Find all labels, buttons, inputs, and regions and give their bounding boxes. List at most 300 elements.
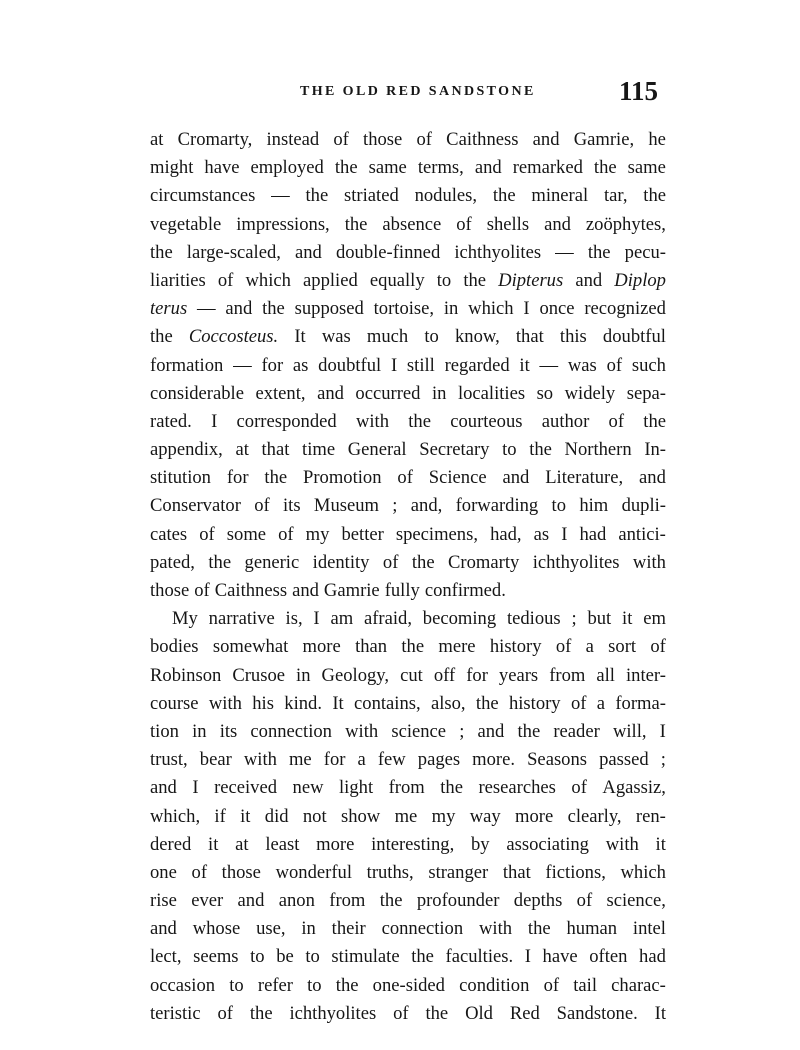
word: profounder [416, 890, 500, 912]
word: their [331, 918, 366, 940]
text-line [150, 323, 666, 351]
word: and [477, 720, 505, 742]
word: and [150, 918, 177, 940]
word: of [570, 692, 587, 714]
word: for [466, 664, 488, 686]
word: ichthyolites [289, 1002, 377, 1024]
text-line [150, 859, 666, 887]
word: me [394, 805, 418, 827]
word: science [391, 720, 447, 742]
word: from [549, 664, 586, 686]
word: with [208, 692, 242, 714]
word: which [245, 269, 291, 291]
word: condition [459, 974, 530, 996]
word: than [355, 636, 388, 658]
word: the [492, 185, 516, 207]
word: circumstances [150, 185, 256, 207]
word: connection [381, 918, 464, 940]
word: ichthyolites [532, 551, 620, 573]
word: that [515, 326, 544, 348]
word: a [596, 692, 606, 714]
word: in [301, 918, 316, 940]
word: not [302, 805, 327, 827]
body-text [150, 126, 666, 1028]
word: science, [606, 890, 666, 912]
word: and [237, 890, 265, 912]
word: Agassiz, [602, 777, 666, 799]
word: of [333, 129, 349, 150]
word: his [252, 692, 274, 714]
word: as [533, 523, 550, 545]
word: — [233, 354, 252, 376]
word: appendix, [150, 439, 223, 461]
word: courteous [450, 410, 523, 432]
word: such [631, 354, 666, 376]
word: passed [599, 749, 649, 771]
word: often [589, 946, 628, 968]
word: am [330, 608, 354, 630]
word: vegetable [150, 213, 222, 235]
word: did [264, 805, 289, 827]
word: one-sided [372, 974, 445, 996]
word: a [357, 749, 366, 771]
word: had [639, 946, 666, 968]
word: was [321, 326, 351, 348]
word: the [587, 241, 611, 263]
text-line [150, 943, 666, 971]
word: I [313, 608, 320, 630]
page-header [150, 76, 710, 116]
word: — [539, 354, 559, 376]
word: absence [382, 213, 442, 235]
word: terms, [417, 157, 464, 179]
page-number: 115 [618, 76, 658, 106]
word: to [307, 974, 322, 996]
text-line [150, 915, 666, 943]
word: em [643, 608, 666, 630]
word: forma- [615, 692, 666, 714]
word: interesting, [371, 833, 455, 855]
word: its [219, 720, 238, 742]
word: the [401, 636, 425, 658]
word: the [150, 241, 173, 263]
word: antici- [618, 523, 666, 545]
word: clearly, [567, 805, 622, 827]
word: of [397, 467, 413, 489]
word: off [433, 664, 456, 686]
word: same [368, 157, 407, 179]
word: whose [192, 918, 241, 940]
word: kind. [284, 692, 322, 714]
word: Diplop [614, 269, 666, 291]
word: and [317, 382, 344, 404]
word: Museum [313, 495, 379, 517]
word: zoöphytes, [585, 213, 666, 235]
word: it [519, 354, 530, 376]
word: Literature, [545, 467, 624, 489]
word: of [456, 213, 472, 235]
word: regarded [444, 354, 510, 376]
word: instead [266, 129, 320, 150]
word: those [363, 129, 403, 150]
word: to [250, 946, 265, 968]
text-line [150, 633, 666, 661]
text-line [150, 182, 666, 210]
word: way [469, 805, 501, 827]
word: It [332, 692, 344, 714]
word: tedious [506, 608, 561, 630]
word: had, [490, 523, 522, 545]
word: in [431, 382, 447, 404]
word: the [264, 467, 288, 489]
word: Coccosteus. [188, 326, 279, 348]
word: the [411, 946, 434, 968]
word: is, [285, 608, 303, 630]
word: I [390, 354, 398, 376]
text-line [150, 464, 666, 492]
word: Caithness [214, 580, 288, 601]
text-line [150, 887, 666, 915]
word: Cromarty [448, 551, 520, 573]
text-line [150, 492, 666, 520]
word: more [302, 636, 341, 658]
text-line [150, 436, 666, 464]
text-line [150, 831, 666, 859]
word: bear [199, 749, 232, 771]
word: ever [191, 890, 224, 912]
word: of [194, 580, 210, 601]
word: afraid, [363, 608, 412, 630]
word: he [648, 129, 666, 150]
word: for [226, 467, 249, 489]
word: large-scaled, [186, 241, 281, 263]
word: charac- [611, 974, 666, 996]
word: truths, [366, 861, 414, 883]
word: to [305, 946, 320, 968]
word: history [508, 692, 561, 714]
word: with [243, 749, 277, 771]
word: same [627, 157, 666, 179]
word: applied [303, 269, 358, 291]
word: with [632, 551, 666, 573]
word: tar, [603, 185, 628, 207]
word: pated, [150, 551, 195, 573]
word: of [393, 1002, 409, 1024]
word: it [622, 608, 633, 630]
text-line [150, 352, 666, 380]
word: received [214, 777, 278, 799]
word: intel [632, 918, 666, 940]
word: of [278, 523, 294, 545]
word: double-finned [335, 241, 441, 263]
word: and [474, 157, 502, 179]
word: the [408, 410, 431, 432]
word: Red [509, 1002, 540, 1024]
word: of [217, 269, 234, 291]
word: equally [369, 269, 425, 291]
word: of [606, 354, 623, 376]
word: I [524, 946, 531, 968]
word: of [199, 523, 215, 545]
word: my [305, 523, 330, 545]
word: localities [457, 382, 526, 404]
word: years [498, 664, 539, 686]
word: history [489, 636, 542, 658]
word: faculties. [445, 946, 514, 968]
word: might [150, 157, 194, 179]
word: remarked [512, 157, 583, 179]
word: the [643, 185, 666, 207]
word: it [208, 833, 219, 855]
word: more [515, 805, 554, 827]
word: of [191, 861, 208, 883]
word: narrative [208, 608, 275, 630]
word: and, [410, 495, 443, 517]
word: and [150, 777, 177, 799]
word: was [567, 354, 597, 376]
word: striated [344, 185, 399, 207]
text-line [150, 803, 666, 831]
text-line [150, 774, 666, 802]
word: one [150, 861, 177, 883]
word: Promotion [303, 467, 382, 489]
word: in [296, 664, 311, 686]
word: employed [250, 157, 324, 179]
word: General [347, 439, 407, 461]
word: and [575, 269, 603, 291]
word: lect, [150, 946, 182, 968]
word: considerable [150, 382, 244, 404]
word: fictions, [545, 861, 606, 883]
word: author [541, 410, 590, 432]
word: cut [400, 664, 423, 686]
word: the [335, 974, 359, 996]
word: Robinson [150, 664, 222, 686]
word: associating [506, 833, 589, 855]
text-line [150, 662, 666, 690]
word: depths [513, 890, 563, 912]
text-line [150, 690, 666, 718]
word: but [587, 608, 612, 630]
word: recognized [584, 298, 666, 320]
text-line [150, 718, 666, 746]
word: — [271, 185, 290, 207]
word: of [217, 1002, 233, 1024]
word: wonderful [275, 861, 352, 883]
word: and [544, 213, 571, 235]
word: least [265, 833, 300, 855]
word: know, [454, 326, 500, 348]
word: generic [244, 551, 300, 573]
word: Old [465, 1002, 493, 1024]
word: some [226, 523, 267, 545]
text-line [150, 549, 666, 577]
word: as [292, 354, 309, 376]
word: more [316, 833, 355, 855]
word: will, [612, 720, 647, 742]
word: Northern [564, 439, 632, 461]
word: trust, [150, 749, 188, 771]
word: reader [553, 720, 600, 742]
word: mineral [531, 185, 589, 207]
word: the [208, 551, 232, 573]
word: of [543, 974, 560, 996]
word: teristic [150, 1002, 201, 1024]
word: It [294, 326, 306, 348]
word: with [355, 410, 389, 432]
word: corresponded [236, 410, 337, 432]
word: impressions, [236, 213, 330, 235]
word: ; [459, 720, 465, 742]
word: rated. [150, 410, 192, 432]
running-title: THE OLD RED SANDSTONE [300, 84, 536, 99]
word: stimulate [331, 946, 400, 968]
word: at [150, 129, 164, 150]
word: cates [150, 523, 188, 545]
word: and [292, 580, 319, 601]
word: forwarding [455, 495, 539, 517]
word: which [468, 298, 514, 320]
word: this [559, 326, 587, 348]
word: of [254, 495, 270, 517]
word: sort [608, 636, 637, 658]
word: me [288, 749, 312, 771]
word: that [261, 439, 290, 461]
word: course [150, 692, 199, 714]
word: I [523, 298, 530, 320]
word: the [334, 157, 358, 179]
word: have [204, 157, 240, 179]
text-line [150, 408, 666, 436]
word: with [479, 918, 513, 940]
word: from [388, 777, 425, 799]
word: use, [256, 918, 286, 940]
word: — [197, 298, 216, 320]
word: be [276, 946, 294, 968]
word: for [323, 749, 346, 771]
word: ; [392, 495, 398, 517]
word: supposed [294, 298, 364, 320]
word: of [608, 410, 625, 432]
text-line [150, 577, 666, 605]
word: I [561, 523, 568, 545]
word: those [150, 580, 190, 601]
word: and [295, 241, 322, 263]
word: doubtful [602, 326, 666, 348]
word: sepa- [626, 382, 666, 404]
word: widely [564, 382, 616, 404]
word: I [659, 720, 666, 742]
word: had [579, 523, 607, 545]
word: those [221, 861, 261, 883]
word: specimens, [395, 523, 478, 545]
word: with [605, 833, 639, 855]
word: becoming [422, 608, 497, 630]
word: the [463, 269, 487, 291]
word: the [643, 410, 666, 432]
word: of [650, 636, 666, 658]
word: it [240, 805, 251, 827]
word: for [261, 354, 284, 376]
word: doubtful [318, 354, 382, 376]
word: My [172, 608, 198, 630]
word: it [655, 833, 666, 855]
word: ren- [635, 805, 666, 827]
word: terus [150, 298, 188, 320]
word: researches [478, 777, 556, 799]
word: of [555, 636, 572, 658]
word: once [539, 298, 575, 320]
word: Gamrie [323, 580, 380, 601]
word: ; [571, 608, 577, 630]
word: tion [150, 720, 179, 742]
word: dered [150, 833, 192, 855]
word: I [192, 777, 199, 799]
text-line [150, 746, 666, 774]
word: tail [573, 974, 597, 996]
text-line [150, 267, 666, 295]
word: its [283, 495, 301, 517]
word: In- [644, 439, 666, 461]
word: liarities [150, 269, 206, 291]
word: confirmed. [424, 580, 506, 601]
word: the [425, 1002, 449, 1024]
word: the [527, 918, 551, 940]
word: in [443, 298, 459, 320]
word: which, [150, 805, 201, 827]
word: by [471, 833, 490, 855]
word: in [192, 720, 207, 742]
text-line [150, 126, 666, 154]
word: the [517, 720, 541, 742]
word: the [249, 1002, 273, 1024]
text-line [150, 211, 666, 239]
word: the [593, 157, 617, 179]
word: extent, [255, 382, 306, 404]
word: and [502, 467, 530, 489]
word: the [344, 213, 368, 235]
word: occasion [150, 974, 216, 996]
word: the [305, 185, 329, 207]
word: better [341, 523, 384, 545]
word: ichthyolites [454, 241, 542, 263]
word: to [436, 269, 452, 291]
word: Science [428, 467, 487, 489]
text-line [150, 239, 666, 267]
word: Gamrie, [573, 129, 635, 150]
word: and [532, 129, 560, 150]
word: to [502, 439, 517, 461]
word: nodules, [414, 185, 478, 207]
word: the [411, 551, 435, 573]
word: Conservator [150, 495, 241, 517]
word: identity [312, 551, 370, 573]
word: and [225, 298, 253, 320]
word: Secretary [419, 439, 490, 461]
word: bodies [150, 636, 199, 658]
word: few [377, 749, 406, 771]
word: stranger [428, 861, 489, 883]
word: with [345, 720, 379, 742]
text-line [150, 380, 666, 408]
word: occurred [355, 382, 421, 404]
word: the [440, 777, 463, 799]
word: pages [417, 749, 461, 771]
word: from [329, 890, 366, 912]
word: all [596, 664, 615, 686]
word: rise [150, 890, 177, 912]
word: shells [486, 213, 530, 235]
